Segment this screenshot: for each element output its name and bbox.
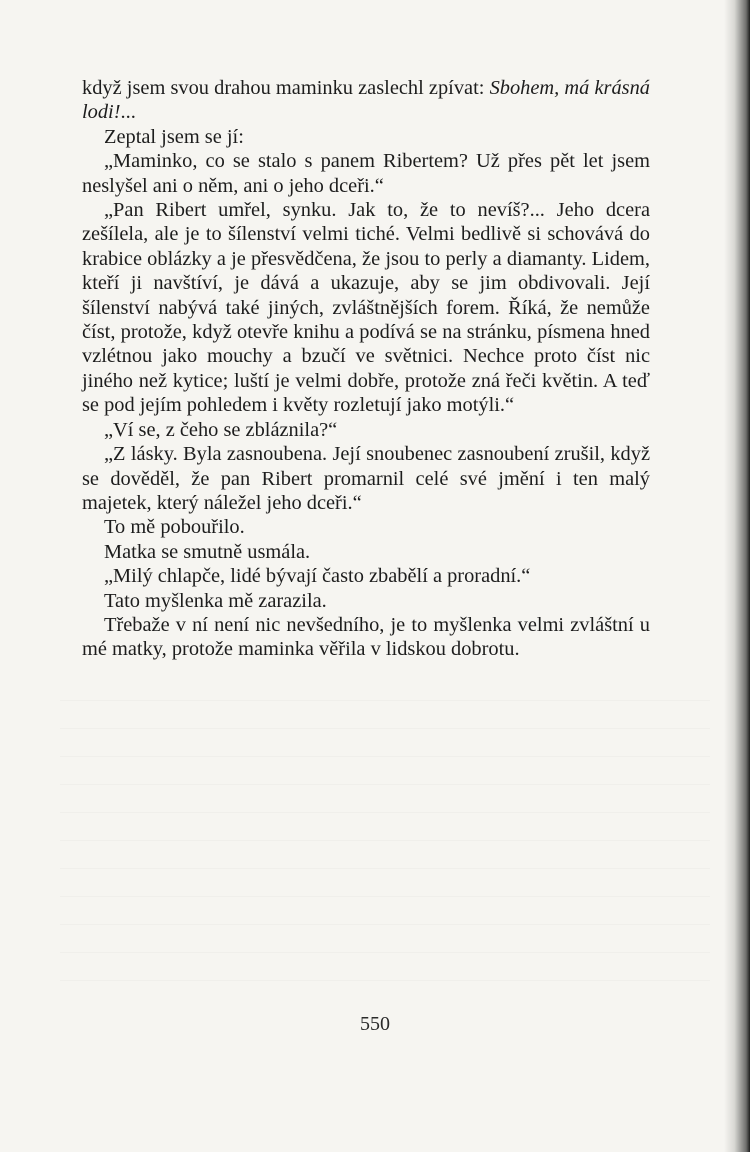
paragraph-10: Tato myšlenka mě zarazila. [104, 589, 327, 612]
paragraph-2: Zeptal jsem se jí: [104, 125, 244, 148]
page-number: 550 [360, 1013, 390, 1035]
paragraph-9: „Milý chlapče, lidé bývají často zbabělí a proradní.“ [104, 565, 531, 588]
paragraph-4: „Pan Ribert umřel, synku. Jak to, že to nevíš?... Jeho dcera zešílela, ale je to šílenství velmi tiché. Velmi bedlivě si schovává do krabice oblázky a je přesvědčena, že jsou to perly a diamanty. Lidem, kteří ji navštíví, je dává a ukazuje, aby se jim obdivovali. Její šílenství nabývá také jiných, zvláštnějších forem. Říká, že nemůže číst, protože, když otevře knihu a podívá se na stránku, písmena hned vzlétnou jako mouchy a bzučí ve světnici. Nechce proto číst nic jiného než kytice; luští je velmi dobře, protože zná řeči květin. A teď se pod jejím pohledem i květy rozletují jako motýli.“ [82, 199, 650, 417]
paragraph-6: „Z lásky. Byla zasnoubena. Její snoubenec zasnoubení zrušil, když se dověděl, že pan Ribert promarnil celé své jmění i ten malý majetek, který náležel jeho dceři.“ [82, 443, 650, 514]
paragraph-3: „Maminko, co se stalo s panem Ribertem? Už přes pět let jsem neslyšel ani o něm, ani o jeho dceři.“ [82, 150, 650, 197]
paragraph-1: když jsem svou drahou maminku zaslechl zpívat: Sbohem, má krásná lodi!... [82, 77, 650, 124]
paragraph-8: Matka se smutně usmála. [104, 540, 311, 563]
bleed-through-shadow [60, 700, 710, 1000]
paragraph-5: „Ví se, z čeho se zbláznila?“ [104, 418, 338, 441]
paragraph-7: To mě pobouřilo. [104, 516, 245, 539]
page-spine-shadow [724, 0, 750, 1152]
italic-song-title: Sbohem, má krásná lodi! [82, 77, 650, 124]
paragraph-11: Třebaže v ní není nic nevšedního, je to myšlenka velmi zvláštní u mé matky, protože maminka věřila v lidskou dobrotu. [82, 613, 650, 661]
body-text [82, 76, 650, 662]
